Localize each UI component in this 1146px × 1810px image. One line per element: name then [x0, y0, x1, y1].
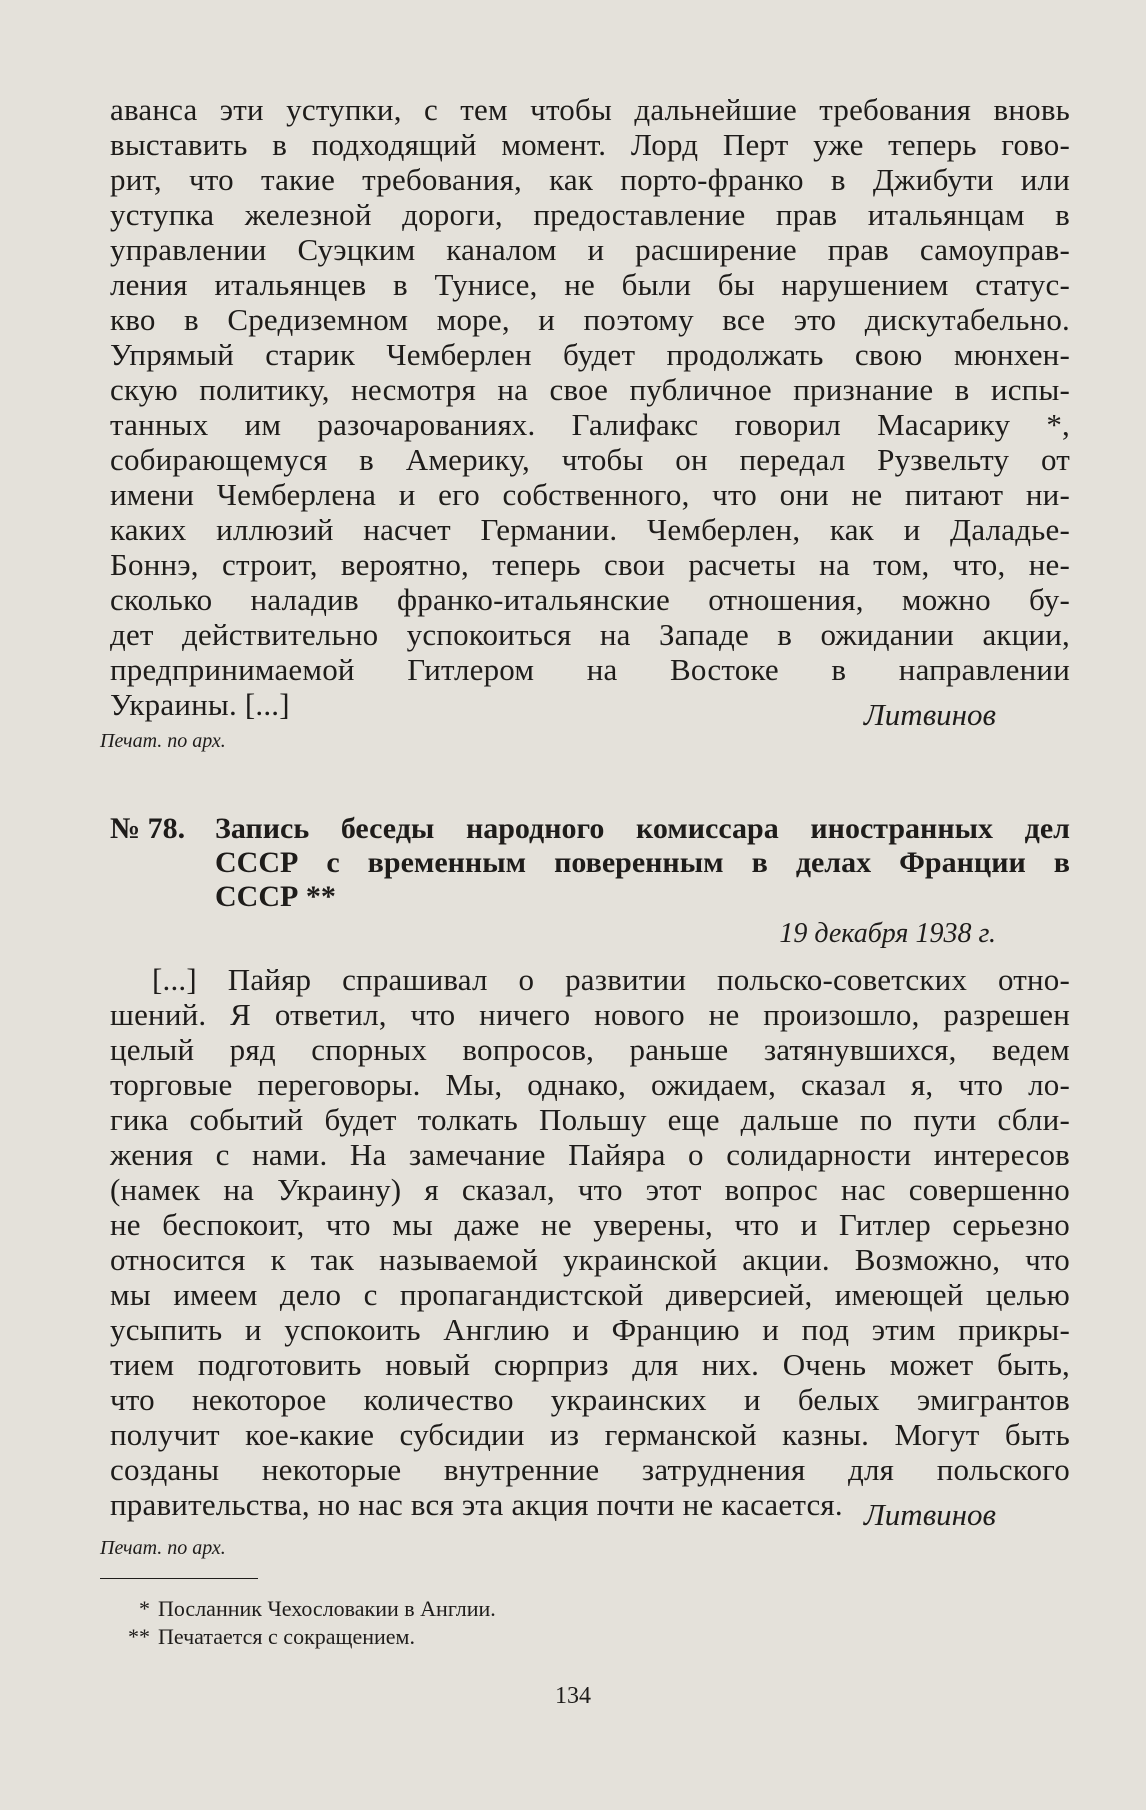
- text-line: усыпить и успокоить Англию и Францию и под этим прикры-: [110, 1312, 1070, 1347]
- signature: Литвинов: [863, 697, 996, 732]
- footnote: [110, 1595, 496, 1623]
- text-line: собирающемуся в Америку, чтобы он передал Рузвельту от: [110, 442, 1070, 477]
- text-line: шений. Я ответил, что ничего нового не произошло, разрешен: [110, 997, 1070, 1032]
- footnote-mark: **: [128, 1624, 150, 1649]
- text-line: выставить в подходящий момент. Лорд Перт уже теперь гово-: [110, 127, 1070, 162]
- text-line: жения с нами. На замечание Пайяра о солидарности интересов: [110, 1137, 1070, 1172]
- text-line: получит кое-какие субсидии из германской казны. Могут быть: [110, 1417, 1070, 1452]
- text-line: сколько наладив франко-итальянские отношения, можно бу-: [110, 582, 1070, 617]
- footnote: [110, 1623, 415, 1651]
- footnote-text: Печатается с сокращением.: [158, 1624, 415, 1649]
- text-line: (намек на Украину) я сказал, что этот вопрос нас совершенно: [110, 1172, 1070, 1207]
- text-line: целый ряд спорных вопросов, раньше затянувшихся, ведем: [110, 1032, 1070, 1067]
- text-line: [...] Пайяр спрашивал о развитии польско-советских отно-: [152, 962, 1070, 997]
- text-line: предпринимаемой Гитлером на Востоке в направлении: [110, 652, 1070, 687]
- text-line: танных им разочарованиях. Галифакс говорил Масарику *,: [110, 407, 1070, 442]
- text-line: скую политику, несмотря на свое публичное признание в испы-: [110, 372, 1070, 407]
- footnote-divider: [100, 1578, 258, 1579]
- document-number: № 78.: [110, 812, 186, 845]
- signature: Литвинов: [863, 1497, 996, 1532]
- text-line: торговые переговоры. Мы, однако, ожидаем, сказал я, что ло-: [110, 1067, 1070, 1102]
- page-number: 134: [555, 1683, 591, 1709]
- text-line: каких иллюзий насчет Германии. Чемберлен, как и Даладье-: [110, 512, 1070, 547]
- text-line: уступка железной дороги, предоставление прав итальянцам в: [110, 197, 1070, 232]
- text-line: Упрямый старик Чемберлен будет продолжать свою мюнхен-: [110, 337, 1070, 372]
- text-line: гика событий будет толкать Польшу еще дальше по пути сбли-: [110, 1102, 1070, 1137]
- text-line: относится к так называемой украинской акции. Возможно, что: [110, 1242, 1070, 1277]
- document-title-line: СССР **: [215, 880, 336, 913]
- text-line: дет действительно успокоиться на Западе в ожидании акции,: [110, 617, 1070, 652]
- text-line: созданы некоторые внутренние затруднения для польского: [110, 1452, 1070, 1487]
- text-line: аванса эти уступки, с тем чтобы дальнейшие требования вновь: [110, 92, 1070, 127]
- document-title-line: СССР с временным поверенным в делах Франции в: [215, 846, 1070, 879]
- document-date: 19 декабря 1938 г.: [779, 918, 996, 949]
- text-line: правительства, но нас вся эта акция почти не касается.: [110, 1487, 843, 1522]
- text-line: имени Чемберлена и его собственного, что они не питают ни-: [110, 477, 1070, 512]
- footnote-mark: *: [139, 1596, 150, 1621]
- text-line: Украины. [...]: [110, 687, 290, 722]
- document-title-line: Запись беседы народного комиссара иностранных дел: [215, 812, 1070, 845]
- text-line: Боннэ, строит, вероятно, теперь свои расчеты на том, что, не-: [110, 547, 1070, 582]
- text-line: ления итальянцев в Тунисе, не были бы нарушением статус-: [110, 267, 1070, 302]
- text-line: рит, что такие требования, как порто-франко в Джибути или: [110, 162, 1070, 197]
- text-line: не беспокоит, что мы даже не уверены, что и Гитлер серьезно: [110, 1207, 1070, 1242]
- text-line: управлении Суэцким каналом и расширение прав самоуправ-: [110, 232, 1070, 267]
- footnote-text: Посланник Чехословакии в Англии.: [158, 1596, 496, 1621]
- text-line: что некоторое количество украинских и белых эмигрантов: [110, 1382, 1070, 1417]
- text-line: тием подготовить новый сюрприз для них. Очень может быть,: [110, 1347, 1070, 1382]
- text-line: мы имеем дело с пропагандистской диверсией, имеющей целью: [110, 1277, 1070, 1312]
- source-note: Печат. по арх.: [100, 1537, 226, 1559]
- source-note: Печат. по арх.: [100, 730, 226, 752]
- text-line: кво в Средиземном море, и поэтому все это дискутабельно.: [110, 302, 1070, 337]
